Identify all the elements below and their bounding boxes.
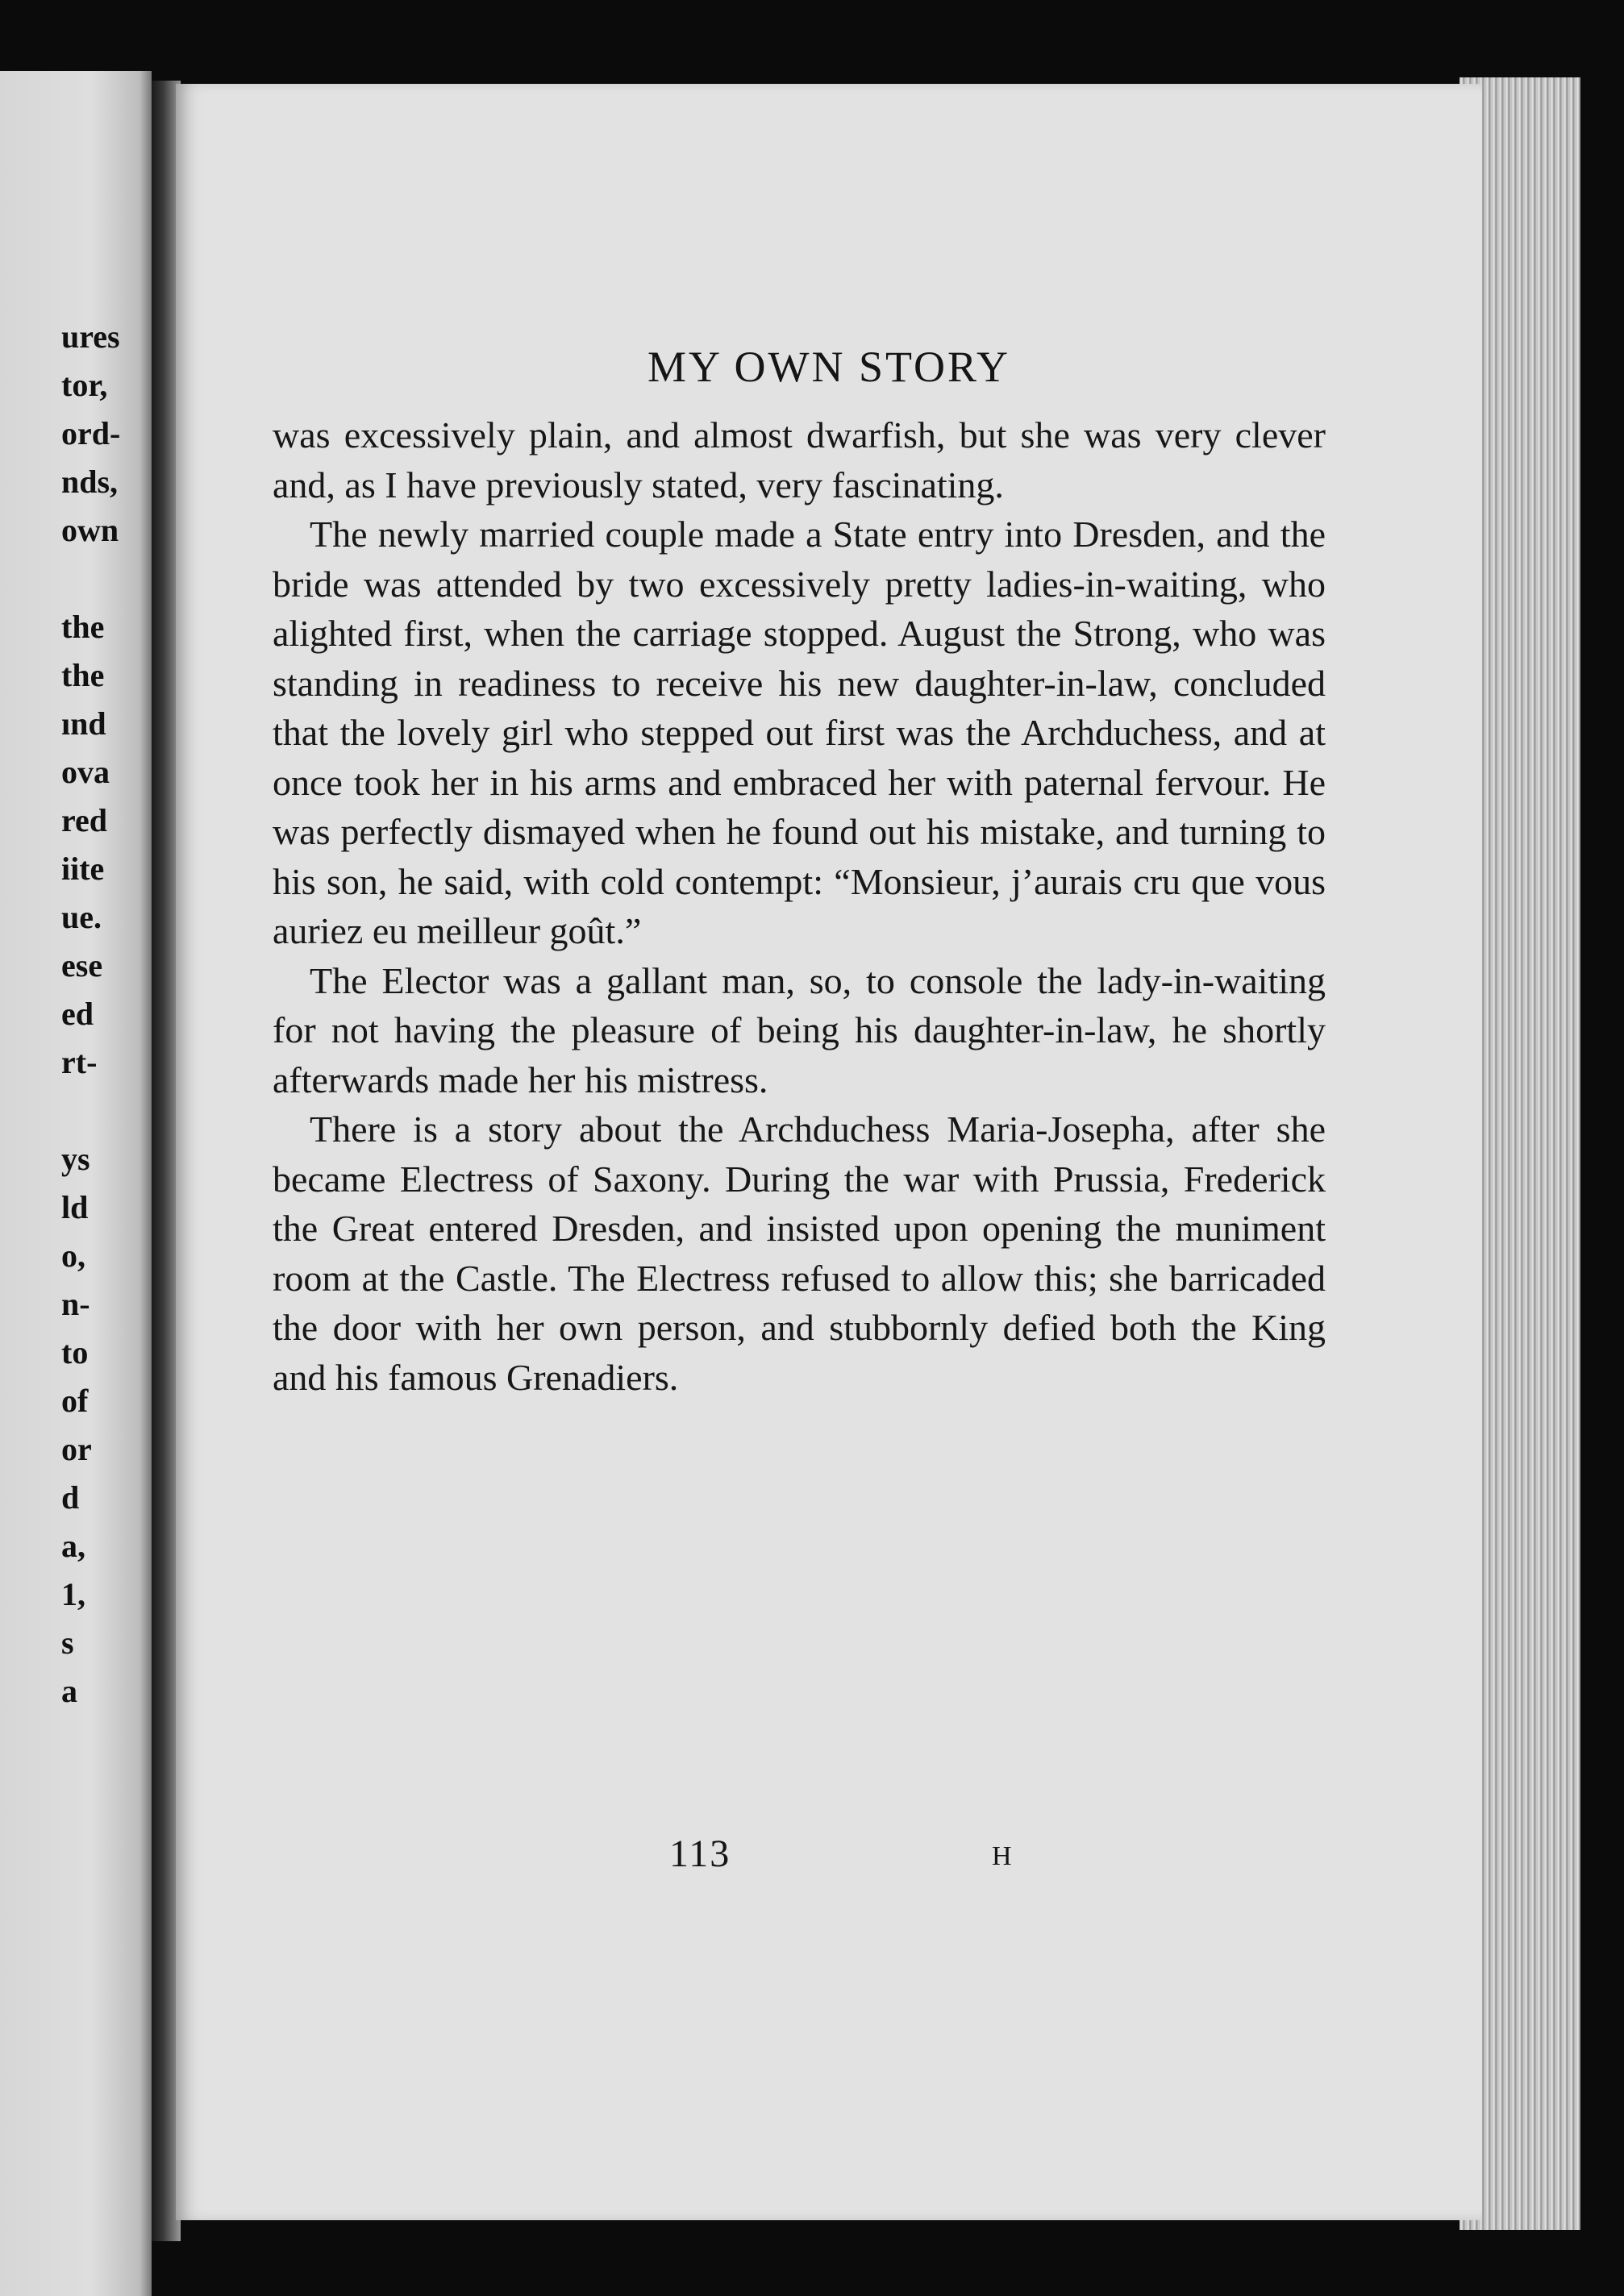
left-page-fragment: or (61, 1431, 92, 1467)
left-page-fragment: ures (61, 318, 120, 355)
left-page-fragment: the (61, 657, 105, 693)
paragraph: There is a story about the Archduchess Maria-Josepha, after she became Electress of Saxony. During the war with Prussia, Frederick the Great entered Dresden, and insisted upon opening the muniment room at the Castle. The Electress refused to allow this; she barricaded the door with her own person, and stubbornly defied both the King and his famous Grenadiers. (273, 1108, 1326, 1398)
body-text (273, 410, 1326, 1402)
left-page-fragment: tor, (61, 367, 108, 403)
signature-mark: H (992, 1841, 1012, 1871)
left-page-fragment: of (61, 1383, 89, 1419)
left-page-fragment: ova (61, 754, 110, 790)
left-page-fragment: n- (61, 1286, 90, 1322)
left-page-fragment: rt- (61, 1044, 98, 1080)
running-head: MY OWN STORY (647, 343, 1011, 391)
left-page-fragment: ue. (61, 899, 102, 935)
left-page (0, 71, 152, 2296)
left-page-fragment: red (61, 802, 108, 838)
paragraph: was excessively plain, and almost dwarfish, but she was very clever and, as I have previously stated, very fascinating. (273, 414, 1326, 505)
paragraph: The Elector was a gallant man, so, to console the lady-in-waiting for not having the pleasure of being his daughter-in-law, he shortly afterwards made her his mistress. (273, 959, 1326, 1100)
left-page-fragment: ınd (61, 705, 106, 742)
left-page-fragment: nds, (61, 464, 119, 500)
left-page-fragment: ys (61, 1141, 90, 1177)
left-page-fragment: o, (61, 1237, 85, 1274)
left-page-fragment: ese (61, 947, 103, 984)
left-page-fragment: a (61, 1673, 77, 1709)
left-page-fragment: a, (61, 1528, 85, 1564)
left-page-fragment: iite (61, 851, 105, 887)
paragraph: The newly married couple made a State entry into Dresden, and the bride was attended by two excessively pretty ladies-in-waiting, who alighted first, when the carriage stopped. August the Strong, who was standing in readiness to receive his new daughter-in-law, concluded that the lovely girl who stepped out first was the Archduchess, and at once took her in his arms and embraced her with paternal fervour. He was perfectly dismayed when he found out his mistake, and turning to his son, he said, with cold contempt: “Monsieur, j’aurais cru que vous auriez eu meilleur goût.” (273, 514, 1326, 951)
left-page-fragment: the (61, 609, 105, 645)
book-page (176, 84, 1482, 2220)
left-page-fragment: ld (61, 1189, 89, 1225)
left-page-fragment: ed (61, 996, 94, 1032)
page-number: 113 (669, 1832, 731, 1875)
left-page-fragment: d (61, 1479, 80, 1516)
left-page-fragment: s (61, 1624, 74, 1661)
left-page-fragment: ord- (61, 415, 121, 451)
left-page-fragment: to (61, 1334, 89, 1371)
left-page-fragment: own (61, 512, 119, 548)
left-page-fragment: 1, (61, 1576, 85, 1612)
